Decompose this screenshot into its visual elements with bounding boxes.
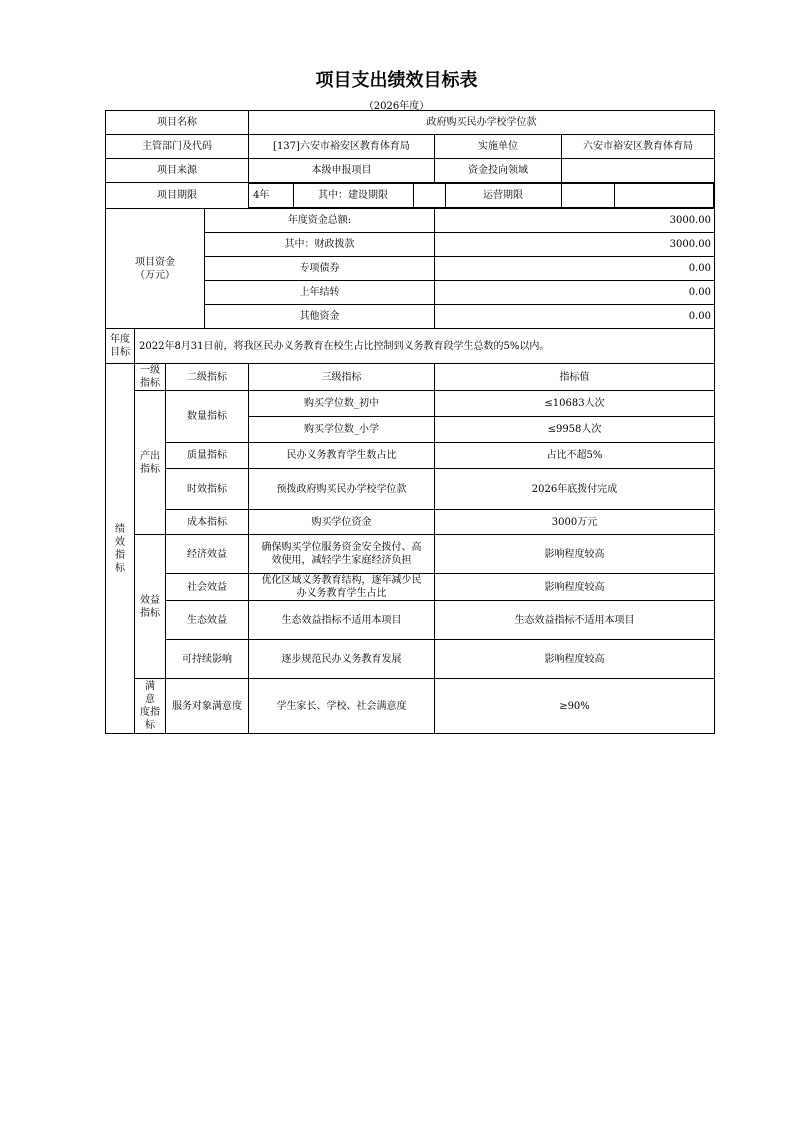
indicator-header-row [106,364,715,391]
indicator-section-label: 绩 效 指 标 [106,364,135,734]
output-indicator-label: 产出 指标 [135,391,166,535]
department-label: 主管部门及代码 [106,135,249,159]
annual-goal-label [106,329,135,364]
funds-carryover-label: 上年结转 [205,281,435,305]
funds-label-line1: 项目资金 [135,256,175,268]
annual-goal-label-line1: 年度 [110,334,130,345]
build-period-label: 其中：建设期限 [293,184,413,208]
timeliness-indicator-label: 时效指标 [166,469,249,510]
period-blank [614,184,714,208]
indicator-name: 优化区域义务教育结构，逐年减少民 办义务教育学生占比 [249,574,435,601]
funds-fiscal-value: 3000.00 [435,233,715,257]
row-period [106,183,715,209]
build-period-value [413,184,445,208]
quantity-indicator-label: 数量指标 [166,391,249,443]
ecological-benefit-label: 生态效益 [166,601,249,640]
indicator-name: 购买学位数_初中 [249,391,435,417]
indicator-value: ≥90% [435,679,715,734]
indicator-value: 生态效益指标不适用本项目 [435,601,715,640]
period-label: 项目期限 [106,183,249,209]
indicator-value: 影响程度较高 [435,574,715,601]
indicator-value: 2026年底拨付完成 [435,469,715,510]
funds-carryover-value: 0.00 [435,281,715,305]
year-label: （2026年度） [363,101,430,112]
indicator-row [106,391,715,417]
sustainability-label: 可持续影响 [166,640,249,679]
indicator-value: ≤10683人次 [435,391,715,417]
funds-bond-value: 0.00 [435,257,715,281]
indicator-row [106,574,715,601]
level2-header: 二级指标 [166,364,249,391]
implementing-unit-label: 实施单位 [435,135,562,159]
funds-total-value: 3000.00 [435,209,715,233]
indicator-row [106,443,715,469]
page-title: 项目支出绩效目标表 [315,70,478,91]
cost-indicator-label: 成本指标 [166,510,249,535]
indicator-row [106,601,715,640]
project-name-label: 项目名称 [106,111,249,135]
indicator-row [106,640,715,679]
indicator-value: 占比不超5% [435,443,715,469]
economic-benefit-label: 经济效益 [166,535,249,574]
indicator-name: 学生家长、学校、社会满意度 [249,679,435,734]
indicator-name: 民办义务教育学生数占比 [249,443,435,469]
indicator-name: 购买学位数_小学 [249,417,435,443]
satisfaction-indicator-label: 满 意 度指 标 [135,679,166,734]
funds-row [106,209,715,233]
period-value: 4年 [249,184,293,208]
benefit-indicator-label: 效益 指标 [135,535,166,679]
indicator-value: ≤9958人次 [435,417,715,443]
indicator-value: 影响程度较高 [435,640,715,679]
funds-other-label: 其他资金 [205,305,435,329]
level1-header: 一级 指标 [135,364,166,391]
row-source [106,159,715,183]
ops-period-value [561,184,614,208]
row-project-name [106,111,715,135]
funds-fiscal-label: 其中：财政拨款 [205,233,435,257]
source-value: 本级申报项目 [249,159,435,183]
funds-total-label: 年度资金总额: [205,209,435,233]
indicator-row [106,679,715,734]
indicator-row [106,510,715,535]
performance-table [105,110,715,734]
value-header: 指标值 [435,364,715,391]
annual-goal-label-line2: 目标 [110,347,130,358]
level3-header: 三级指标 [249,364,435,391]
field-label: 资金投向领域 [435,159,562,183]
implementing-unit-value: 六安市裕安区教育体育局 [562,135,715,159]
indicator-row [106,469,715,510]
funds-other-value: 0.00 [435,305,715,329]
annual-goal-text: 2022年8月31日前，将我区民办义务教育在校生占比控制到义务教育段学生总数的5%以内。 [135,329,715,364]
indicator-value: 3000万元 [435,510,715,535]
row-department [106,135,715,159]
ops-period-label: 运营期限 [445,184,561,208]
funds-label-line2: （万元） [135,269,175,281]
service-satisfaction-label: 服务对象满意度 [166,679,249,734]
quality-indicator-label: 质量指标 [166,443,249,469]
funds-label [106,209,205,329]
field-value [562,159,715,183]
indicator-value: 影响程度较高 [435,535,715,574]
indicator-name: 购买学位资金 [249,510,435,535]
funds-bond-label: 专项债券 [205,257,435,281]
project-name-value: 政府购买民办学校学位款 [249,111,715,135]
source-label: 项目来源 [106,159,249,183]
indicator-name: 生态效益指标不适用本项目 [249,601,435,640]
indicator-name: 确保购买学位服务资金安全拨付、高 效使用，减轻学生家庭经济负担 [249,535,435,574]
indicator-name: 预拨政府购买民办学校学位款 [249,469,435,510]
social-benefit-label: 社会效益 [166,574,249,601]
department-value: [137]六安市裕安区教育体育局 [249,135,435,159]
annual-goal-row [106,329,715,364]
indicator-row [106,535,715,574]
indicator-name: 逐步规范民办义务教育发展 [249,640,435,679]
